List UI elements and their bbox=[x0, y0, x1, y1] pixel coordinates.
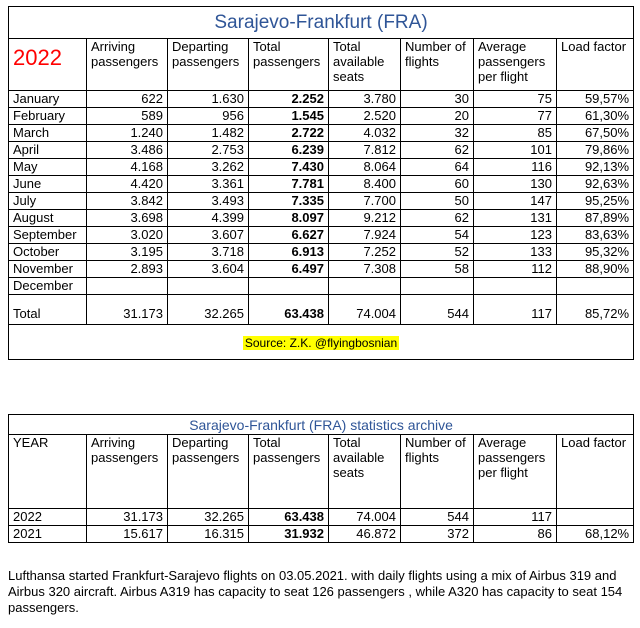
table-cell: 4.399 bbox=[168, 210, 249, 227]
total-cell: 31.173 bbox=[87, 295, 168, 325]
row-label: March bbox=[9, 125, 87, 142]
table-cell: 1.545 bbox=[249, 108, 329, 125]
table-cell: 3.195 bbox=[87, 244, 168, 261]
table-cell bbox=[474, 278, 557, 295]
column-header: Arriving passengers bbox=[87, 435, 168, 509]
table-cell: 3.718 bbox=[168, 244, 249, 261]
total-cell: 32.265 bbox=[168, 295, 249, 325]
table-cell: 3.604 bbox=[168, 261, 249, 278]
table-cell: 8.400 bbox=[329, 176, 401, 193]
table-cell: 6.627 bbox=[249, 227, 329, 244]
total-cell: 63.438 bbox=[249, 295, 329, 325]
row-label: 2021 bbox=[9, 526, 87, 543]
table-row bbox=[9, 526, 634, 543]
row-label: June bbox=[9, 176, 87, 193]
column-header: Departing passengers bbox=[168, 435, 249, 509]
table-row bbox=[9, 244, 634, 261]
table-row bbox=[9, 142, 634, 159]
table-cell: 77 bbox=[474, 108, 557, 125]
table-cell: 68,12% bbox=[557, 526, 634, 543]
table-cell bbox=[168, 278, 249, 295]
table-cell: 7.781 bbox=[249, 176, 329, 193]
table-cell bbox=[557, 278, 634, 295]
table-cell: 63.438 bbox=[249, 509, 329, 526]
table-cell: 54 bbox=[401, 227, 474, 244]
table-cell: 85 bbox=[474, 125, 557, 142]
table-cell: 147 bbox=[474, 193, 557, 210]
table-cell: 2.753 bbox=[168, 142, 249, 159]
table-cell: 92,13% bbox=[557, 159, 634, 176]
table-row bbox=[9, 278, 634, 295]
table-cell bbox=[87, 278, 168, 295]
table-cell: 116 bbox=[474, 159, 557, 176]
column-header: Load factor bbox=[557, 435, 634, 509]
table-cell: 372 bbox=[401, 526, 474, 543]
table-row bbox=[9, 227, 634, 244]
table-cell bbox=[329, 278, 401, 295]
monthly-stats-table bbox=[8, 6, 634, 360]
column-header: Total available seats bbox=[329, 39, 401, 91]
row-label: May bbox=[9, 159, 87, 176]
total-cell: 117 bbox=[474, 295, 557, 325]
table-cell: 60 bbox=[401, 176, 474, 193]
table-cell: 95,25% bbox=[557, 193, 634, 210]
table-cell: 956 bbox=[168, 108, 249, 125]
source-row bbox=[9, 325, 634, 360]
table-cell: 589 bbox=[87, 108, 168, 125]
table-cell: 4.032 bbox=[329, 125, 401, 142]
table-cell: 3.020 bbox=[87, 227, 168, 244]
monthly-rows bbox=[9, 91, 634, 295]
table-cell: 7.924 bbox=[329, 227, 401, 244]
table-cell: 112 bbox=[474, 261, 557, 278]
row-label: January bbox=[9, 91, 87, 108]
table-row bbox=[9, 261, 634, 278]
row-label: September bbox=[9, 227, 87, 244]
row-label: April bbox=[9, 142, 87, 159]
table-row bbox=[9, 210, 634, 227]
footnote: Lufthansa started Frankfurt-Sarajevo flights on 03.05.2021. with daily flights using a mix of Airbus 319 and Airbus 320 aircraft. Airbus A319 has capacity to seat 126 passengers , while A320 has capacity to seat 154 passengers. bbox=[8, 568, 623, 615]
table-cell: 6.497 bbox=[249, 261, 329, 278]
table-cell: 117 bbox=[474, 509, 557, 526]
column-header: Load factor bbox=[557, 39, 634, 91]
table-cell: 83,63% bbox=[557, 227, 634, 244]
table-cell: 61,30% bbox=[557, 108, 634, 125]
table-cell: 20 bbox=[401, 108, 474, 125]
table-cell: 92,63% bbox=[557, 176, 634, 193]
table-cell: 101 bbox=[474, 142, 557, 159]
table-cell: 3.361 bbox=[168, 176, 249, 193]
column-header: Number of flights bbox=[401, 39, 474, 91]
table-cell: 58 bbox=[401, 261, 474, 278]
table-row bbox=[9, 91, 634, 108]
table-row bbox=[9, 108, 634, 125]
table-cell: 16.315 bbox=[168, 526, 249, 543]
table-cell: 62 bbox=[401, 210, 474, 227]
table-cell: 15.617 bbox=[87, 526, 168, 543]
table-cell: 86 bbox=[474, 526, 557, 543]
total-cell: 85,72% bbox=[557, 295, 634, 325]
table-cell: 8.097 bbox=[249, 210, 329, 227]
total-cell: 544 bbox=[401, 295, 474, 325]
table-cell: 4.420 bbox=[87, 176, 168, 193]
row-label: 2022 bbox=[9, 509, 87, 526]
total-label: Total bbox=[9, 295, 87, 325]
table-cell: 74.004 bbox=[329, 509, 401, 526]
table-cell bbox=[249, 278, 329, 295]
table-cell: 3.698 bbox=[87, 210, 168, 227]
table-cell: 133 bbox=[474, 244, 557, 261]
year-label: 2022 bbox=[9, 39, 87, 91]
column-header: Average passengers per flight bbox=[474, 39, 557, 91]
table-cell: 1.240 bbox=[87, 125, 168, 142]
table-cell: 46.872 bbox=[329, 526, 401, 543]
table-row bbox=[9, 509, 634, 526]
table-cell: 7.335 bbox=[249, 193, 329, 210]
archive-table bbox=[8, 414, 634, 543]
table-cell: 7.252 bbox=[329, 244, 401, 261]
table-cell: 3.607 bbox=[168, 227, 249, 244]
table-cell: 52 bbox=[401, 244, 474, 261]
table-cell: 1.482 bbox=[168, 125, 249, 142]
table-cell: 544 bbox=[401, 509, 474, 526]
source-label: Source: Z.K. @flyingbosnian bbox=[244, 336, 398, 350]
table-cell: 88,90% bbox=[557, 261, 634, 278]
table-cell: 7.430 bbox=[249, 159, 329, 176]
table-cell: 31.173 bbox=[87, 509, 168, 526]
table-cell: 8.064 bbox=[329, 159, 401, 176]
table-cell: 87,89% bbox=[557, 210, 634, 227]
table-cell: 9.212 bbox=[329, 210, 401, 227]
table-cell: 79,86% bbox=[557, 142, 634, 159]
table-cell: 6.239 bbox=[249, 142, 329, 159]
table-cell: 67,50% bbox=[557, 125, 634, 142]
table-cell: 64 bbox=[401, 159, 474, 176]
table-row bbox=[9, 193, 634, 210]
table-cell: 3.262 bbox=[168, 159, 249, 176]
column-header: Departing passengers bbox=[168, 39, 249, 91]
column-header: Number of flights bbox=[401, 435, 474, 509]
table-cell: 31.932 bbox=[249, 526, 329, 543]
column-header: Total available seats bbox=[329, 435, 401, 509]
table-cell: 59,57% bbox=[557, 91, 634, 108]
table-cell: 1.630 bbox=[168, 91, 249, 108]
table-cell: 30 bbox=[401, 91, 474, 108]
table-cell: 75 bbox=[474, 91, 557, 108]
table-cell: 2.893 bbox=[87, 261, 168, 278]
column-header: Total passengers bbox=[249, 39, 329, 91]
archive-rows bbox=[9, 509, 634, 543]
row-label: February bbox=[9, 108, 87, 125]
table-cell: 50 bbox=[401, 193, 474, 210]
column-header: Average passengers per flight bbox=[474, 435, 557, 509]
table-row bbox=[9, 176, 634, 193]
table-cell: 3.842 bbox=[87, 193, 168, 210]
table-cell: 2.722 bbox=[249, 125, 329, 142]
row-label: July bbox=[9, 193, 87, 210]
row-label: August bbox=[9, 210, 87, 227]
table-cell bbox=[401, 278, 474, 295]
row-label: December bbox=[9, 278, 87, 295]
table-cell: 2.252 bbox=[249, 91, 329, 108]
table-row bbox=[9, 159, 634, 176]
table-cell: 7.308 bbox=[329, 261, 401, 278]
column-header: Arriving passengers bbox=[87, 39, 168, 91]
table-row bbox=[9, 125, 634, 142]
column-header: Total passengers bbox=[249, 435, 329, 509]
table-cell: 2.520 bbox=[329, 108, 401, 125]
table-cell: 7.812 bbox=[329, 142, 401, 159]
table-cell: 3.780 bbox=[329, 91, 401, 108]
table-cell: 32.265 bbox=[168, 509, 249, 526]
table-cell: 130 bbox=[474, 176, 557, 193]
archive-title: Sarajevo-Frankfurt (FRA) statistics archive bbox=[9, 415, 634, 435]
row-label: October bbox=[9, 244, 87, 261]
table-cell: 7.700 bbox=[329, 193, 401, 210]
table-cell: 123 bbox=[474, 227, 557, 244]
table-cell: 3.486 bbox=[87, 142, 168, 159]
table-cell: 95,32% bbox=[557, 244, 634, 261]
table-cell: 32 bbox=[401, 125, 474, 142]
column-header: YEAR bbox=[9, 435, 87, 509]
table-cell bbox=[557, 509, 634, 526]
table-cell: 62 bbox=[401, 142, 474, 159]
table-cell: 3.493 bbox=[168, 193, 249, 210]
table-cell: 6.913 bbox=[249, 244, 329, 261]
table-cell: 4.168 bbox=[87, 159, 168, 176]
row-label: November bbox=[9, 261, 87, 278]
total-cell: 74.004 bbox=[329, 295, 401, 325]
table-cell: 131 bbox=[474, 210, 557, 227]
table-title: Sarajevo-Frankfurt (FRA) bbox=[9, 7, 634, 39]
table-cell: 622 bbox=[87, 91, 168, 108]
